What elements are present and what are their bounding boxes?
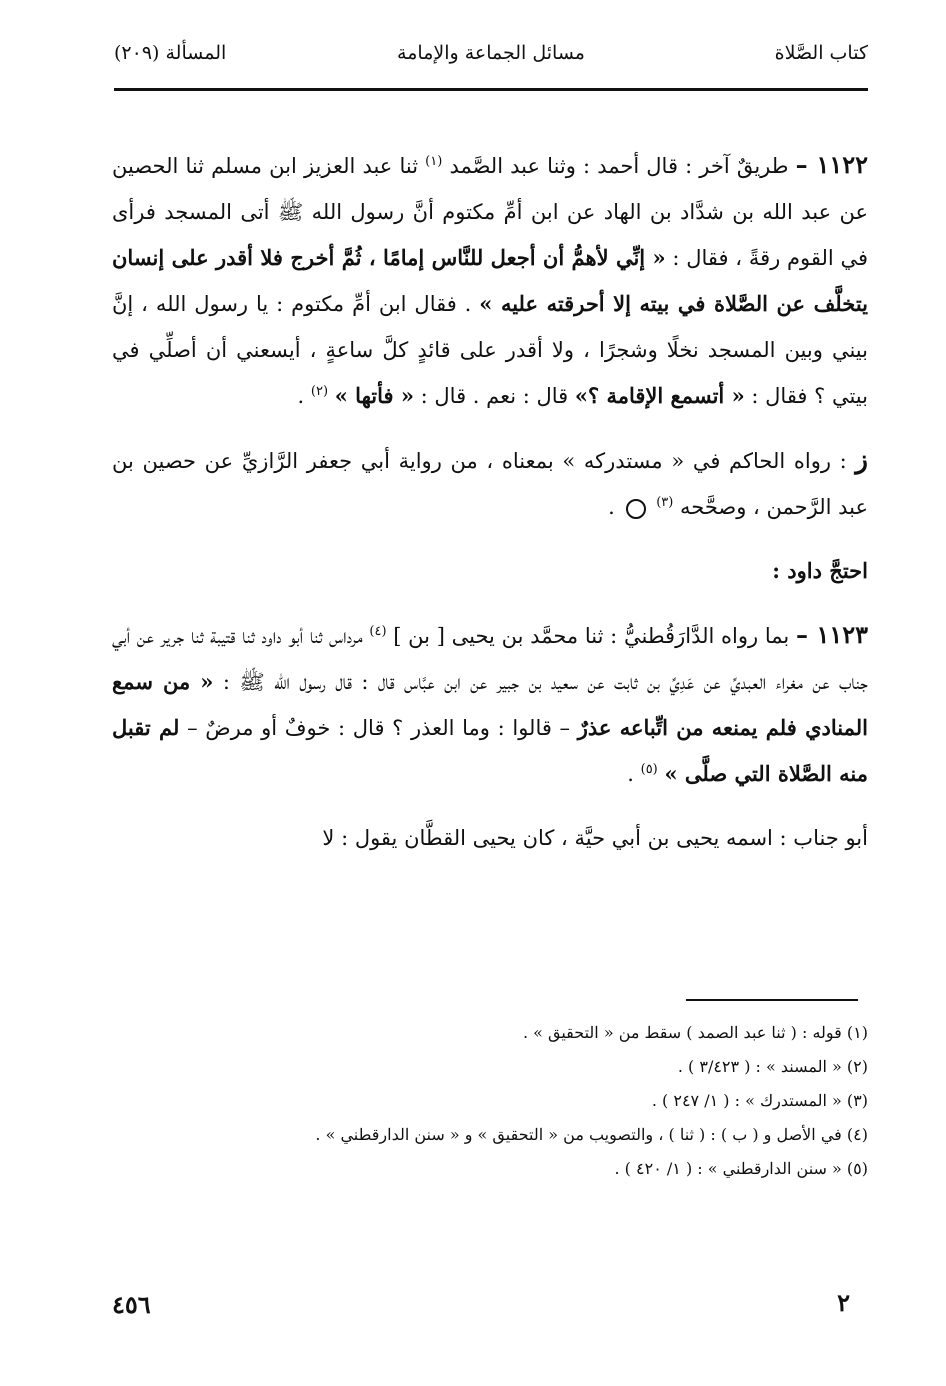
main-text [112, 142, 868, 861]
text-segment: – قالوا : وما العذر ؟ قال : خوفٌ أو مرضٌ – [187, 716, 571, 740]
text-segment: . فقال ابن أمِّ مكتوم : يا رسول الله ، إنَّ بيني وبين المسجد نخلًا وشجرًا ، ولا أقدر على قائدٍ كلَّ ساعةٍ ، أيسعني أن أصلِّي في بيتي ؟ فقال : [112, 292, 868, 408]
footnote: (١) قوله : ( ثنا عبد الصمد ) سقط من « التحقيق » . [522, 1023, 868, 1042]
footnote: (٤) في الأصل و ( ب ) : ( ثنا ) ، والتصويب من « التحقيق » و « سنن الدارقطني » . [315, 1125, 868, 1144]
section-heading: احتجَّ داود : [772, 558, 868, 583]
header-rule [114, 88, 868, 91]
running-header [114, 36, 868, 76]
end-circle-icon [626, 499, 646, 519]
hadith-1123 [112, 612, 868, 797]
text-segment: : رواه الحاكم في « مستدركه » بمعناه ، من رواية أبي جعفر الرَّازيِّ عن حصين بن عبد الرَّحمن ، وصحَّحه [112, 449, 868, 519]
text-segment: قال : نعم . قال : [420, 384, 569, 408]
footnote-rule [686, 999, 858, 1001]
footnote: (٣) « المستدرك » : ( ١/ ٢٤٧ ) . [651, 1091, 868, 1110]
hadith-quote: لم تقبل منه الصَّلاة التي صلَّى » [112, 715, 868, 786]
text-segment: بما رواه الدَّارَقُطنيُّ : ثنا محمَّد بن يحيى [ بن ] [393, 624, 790, 648]
hadith-1122 [112, 142, 868, 419]
text-segment: طريقٌ آخر : قال أحمد : وثنا عبد الصَّمد [449, 154, 789, 178]
book-title: كتاب الصَّلاة [774, 42, 868, 64]
text-segment: . [627, 762, 634, 786]
narrator-note: أبو جناب : اسمه يحيى بن أبي حيَّة ، كان يحيى القطَّان يقول : لا [322, 826, 868, 850]
commentary-zain [112, 437, 868, 530]
chapter-title: مسائل الجماعة والإمامة [397, 42, 585, 64]
text-segment: . [297, 384, 305, 408]
hadith-number: ١١٢٣ – [796, 620, 868, 649]
footnote-ref: (٥) [640, 762, 658, 777]
hadith-quote: « من سمع المنادي فلم يمنعه من اتِّباعه عذرٌ [112, 669, 868, 740]
volume-number: ٢ [837, 1288, 850, 1317]
issue-number: المسألة (٢٠٩) [114, 42, 227, 64]
hadith-number: ١١٢٢ – [795, 150, 868, 179]
text-segment: ثنا عبد العزيز ابن مسلم ثنا الحصين عن عبد الله بن شدَّاد بن الهاد عن ابن أمِّ مكتوم أنَّ رسول الله ﷺ أتى المسجد فرأى في القوم رقةً ، فقال : [112, 154, 868, 270]
text-segment: مرداس ثنا أبو داود ثنا قتيبة ثنا جرير عن أبي جناب عن مغراء العبديِّ عن عَدِيِّ بن ثابت عن سعيد بن جبير عن ابن عبَّاس قال : قال رسول الله ﷺ : [112, 624, 868, 694]
hadith-quote: « أتسمع الإقامة ؟» [574, 383, 745, 408]
zain-marker: ز [855, 445, 868, 475]
footnote-ref: (٢) [310, 384, 329, 399]
page-number: ٤٥٦ [112, 1290, 151, 1319]
footnote: (٥) « سنن الدارقطني » : ( ١/ ٤٢٠ ) . [614, 1159, 868, 1178]
text-segment: . [608, 495, 615, 519]
hadith-quote: « إنِّي لأهمُّ أن أجعل للنَّاس إمامًا ، ثُمَّ أخرج فلا أقدر على إنسان يتخلَّف عن الصَّلاة في بيته إلا أحرقته عليه » [112, 245, 869, 316]
footnote-ref: (٣) [656, 495, 674, 510]
footnote: (٢) « المسند » : ( ٣/٤٢٣ ) . [677, 1057, 868, 1076]
footnote-ref: (٤) [369, 624, 387, 639]
footnote-ref: (١) [425, 154, 443, 169]
hadith-quote: « فأتها » [334, 383, 414, 408]
footnotes [112, 1016, 868, 1186]
